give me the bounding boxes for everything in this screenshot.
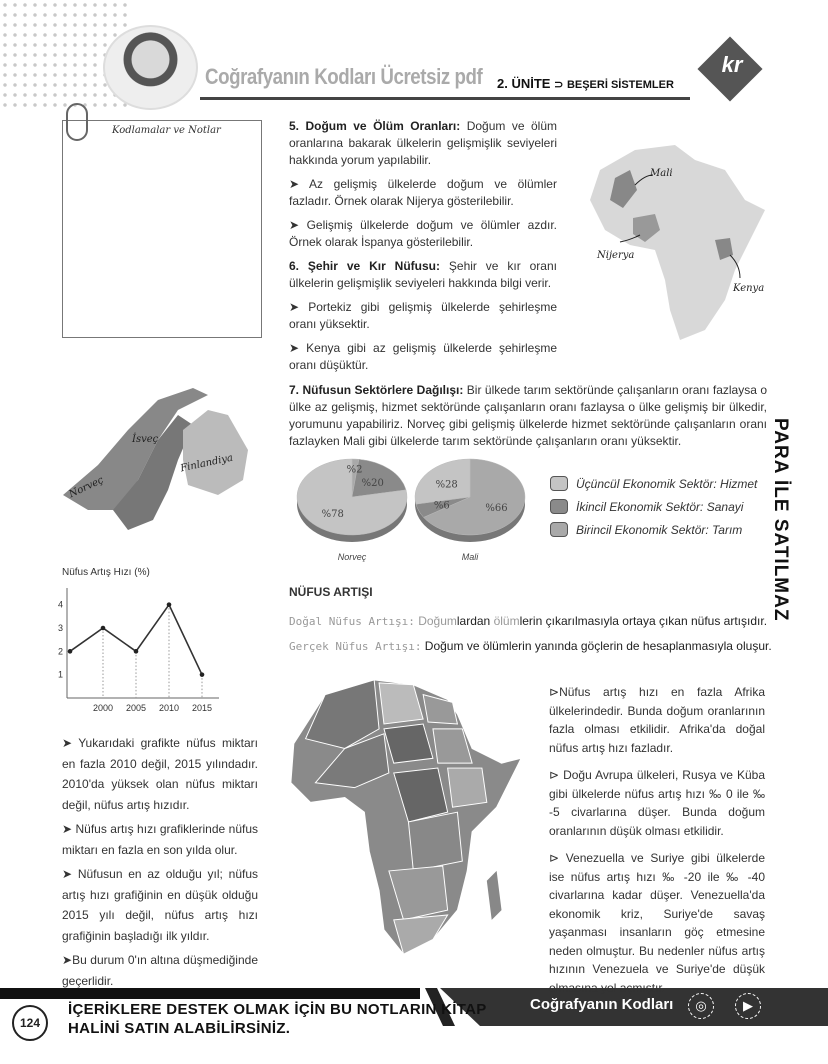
data-point [134,649,139,654]
bullet-text: Kenya gibi az gelişmiş ülkelerde şehirleşme oranı düşüktür. [289,341,557,372]
bullet-text: Yukarıdaki grafikte nüfus miktarı en fazla 2010 değil, 2015 yılındadır. 2010'da yüksek olan nüfus miktarı değil, nüfus artış hızıdır. [62,736,259,812]
pie-charts [295,455,535,565]
y-tick-label: 4 [57,599,63,610]
right-bullets [549,683,765,1004]
unit-number: 2. ÜNİTE [497,76,551,91]
map-label-nijerya: Nijerya [597,250,635,261]
footer-brand: Coğrafyanın Kodları [530,996,674,1013]
y-tick-label: 2 [57,646,63,657]
pie-label: %66 [485,503,508,515]
nufus-artisi-heading: NÜFUS ARTIŞI [289,585,373,599]
gercek-nufus-artisi [289,639,772,653]
x-tick-label: 2000 [92,703,114,713]
pie-label: %78 [321,509,344,521]
youtube-icon[interactable]: ▶ [735,993,761,1019]
data-point [68,649,73,654]
x-tick-label: 2015 [191,703,213,713]
data-point [200,672,205,677]
line-chart [55,580,225,720]
bullet-icon: ➤ [62,736,79,750]
data-point [101,626,106,631]
legend-swatch [550,476,568,491]
dogal-nufus-artisi [289,614,767,628]
footer-band [0,988,420,999]
bullet-icon: ➤ [289,218,307,232]
legend-swatch [550,522,568,537]
map-label-mali: Mali [650,168,673,179]
section-5-heading: 5. Doğum ve Ölüm Oranları: [289,119,461,133]
left-bullets [62,733,258,998]
bullet-text: Nüfus artış hızı grafiklerinde nüfus miktarı en fazla en son yılda olur. [62,822,258,857]
legend-item-sanayi [550,495,757,518]
dogal-rest: lerin çıkarılmasıyla ortaya çıkan nüfus artışıdır. [519,614,768,628]
section-7 [289,382,767,450]
map-label-norvec: Norveç [67,474,106,501]
legend-swatch [550,499,568,514]
dogal-label: Doğal Nüfus Artışı: [289,615,415,628]
pie-mali [415,459,525,542]
side-banner: PARA İLE SATILMAZ [770,418,791,622]
pie-title-norvec: Norveç [337,552,367,562]
africa-small-map [575,130,775,350]
bullet-icon: ⊳ [549,685,560,699]
pie-label: %20 [361,477,384,489]
pie-title-mali: Mali [461,552,479,562]
footer-message [68,1000,487,1038]
bullet-text: Gelişmiş ülkelerde doğum ve ölümler azdır. Örnek olarak İspanya gösterilebilir. [289,218,557,249]
dogal-word-olum: ölüm [493,614,520,628]
header-divider [200,97,690,100]
section-7-heading: 7. Nüfusun Sektörlere Dağılışı: [289,383,464,397]
gercek-label: Gerçek Nüfus Artışı: [289,640,422,653]
bullet-icon: ➤ [289,300,309,314]
legend-label: Birincil Ekonomik Sektör: Tarım [576,522,743,537]
pie-label: %28 [435,479,458,491]
y-tick-label: 1 [57,669,63,680]
bullet-text: Nüfus artış hızı en fazla Afrika ülkelerindedir. Bunda doğum oranlarının fazla olması etkilidir. Afrika'da doğal nüfus artış hızı fazladır. [549,685,765,755]
gercek-text: Doğum ve ölümlerin yanında göçlerin de hesaplanmasıyla oluşur. [424,639,772,653]
page-number: 124 [12,1005,48,1041]
section-5-intro: Doğum ve ölüm oranlarına bakarak ülkelerin gelişmişlik seviyeleri hakkında yorum yapılabilir. [289,119,557,167]
line-chart-title: Nüfus Artış Hızı (%) [62,567,150,578]
x-tick-label: 2010 [158,703,180,713]
section-6-heading: 6. Şehir ve Kır Nüfusu: [289,259,440,273]
bullet-text: Bu durum 0'ın altına düşmediğinde geçerlidir. [62,953,258,988]
bullet-icon: ➤ [289,177,310,191]
bullet-icon: ➤ [62,822,76,836]
dogal-word-dogum: Doğum [418,614,457,628]
series-line [70,605,202,675]
notes-label: Kodlamalar ve Notlar [112,125,221,136]
notes-box [62,120,262,338]
paperclip-icon [66,103,88,141]
header-title: Coğrafyanın Kodları Ücretsiz pdf [205,64,483,89]
bullet-text: Portekiz gibi gelişmiş ülkelerde şehirleşme oranı yüksektir. [289,300,558,331]
map-label-finlandiya: Finlandiya [179,452,234,475]
section-6-intro: Şehir ve kır oranı ülkelerin gelişmişlik seviyeleri hakkında bilgi verir. [289,259,557,290]
bullet-text: Doğu Avrupa ülkeleri, Rusya ve Küba gibi ülkelerde nüfus artış hızı ‰ 0 ile ‰ -5 civarlarına düşer. Bunda doğum oranlarının düşük olması etkilidir. [549,768,766,838]
x-tick-label: 2005 [125,703,147,713]
instagram-icon[interactable]: ◎ [688,993,714,1019]
section-5-6 [289,118,557,381]
unit-label [497,76,674,91]
map-label-isvec: İsveç [132,434,159,445]
unit-topic: BEŞERİ SİSTEMLER [566,79,674,91]
dogal-suffix: lardan [456,614,494,628]
africa-population-map [286,672,526,967]
bullet-text: Venezuella ve Suriye gibi ülkelerde ise nüfus artış hızı ‰ -20 ile ‰ -40 civarlarına kadar düşer. Venezuella'da ekonomik kriz, Suriye'de savaş yaşanması insanların göç etmesine neden olmuştur. Bu nedenler nüfus artış hızının Venezuela ve Suriye'de düşük olmasına yol açmıştır. [549,851,765,995]
legend-item-hizmet [550,472,757,495]
section-7-text: Bir ülkede tarım sektöründe çalışanların oranı fazlaysa o ülke az gelişmiş, hizmet sektöründe çalışanların oranı fazlaysa o ülke gelişmiş bir ülkedir, yorumunu yapabiliriz. Norveç gibi gelişmiş ülkelerde hizmet sektöründe çalışanların oranı fazlayken Mali gibi ülkelerde tarım sektöründe çalışanların oranı yüksektir. [289,383,767,448]
map-label-kenya: Kenya [733,283,765,294]
bullet-icon: ➤ [289,341,307,355]
bullet-icon: ➤ [62,953,73,967]
bullet-icon: ➤ [62,867,78,881]
legend-label: İkincil Ekonomik Sektör: Sanayi [576,499,744,514]
footer-line-2: HALİNİ SATIN ALABİLİRSİNİZ. [68,1020,291,1037]
footer-line-1: İÇERİKLERE DESTEK OLMAK İÇİN BU NOTLARIN KİTAP [68,1001,487,1018]
y-tick-label: 3 [57,623,63,633]
bullet-icon: ⊳ [549,851,566,865]
bullet-text: Az gelişmiş ülkelerde doğum ve ölümler fazladır. Örnek olarak Nijerya gösterilebilir. [289,177,557,208]
bullet-icon: ⊳ [549,768,564,782]
pie-label: %2 [346,464,363,476]
publisher-logo-text: kr [721,52,743,77]
legend-item-tarim [550,518,757,541]
unit-separator: ⊃ [554,79,564,91]
bullet-text: Nüfusun en az olduğu yıl; nüfus artış hızı grafiğinin en düşük olduğu 2015 yılı değil, nüfus artış hızı grafiğinin başladığı ilk yıldır. [62,867,258,943]
data-point [167,602,172,607]
pie-label: %6 [433,500,450,512]
author-photo [103,25,198,110]
pie-legend [550,472,757,541]
legend-label: Üçüncül Ekonomik Sektör: Hizmet [576,476,758,491]
